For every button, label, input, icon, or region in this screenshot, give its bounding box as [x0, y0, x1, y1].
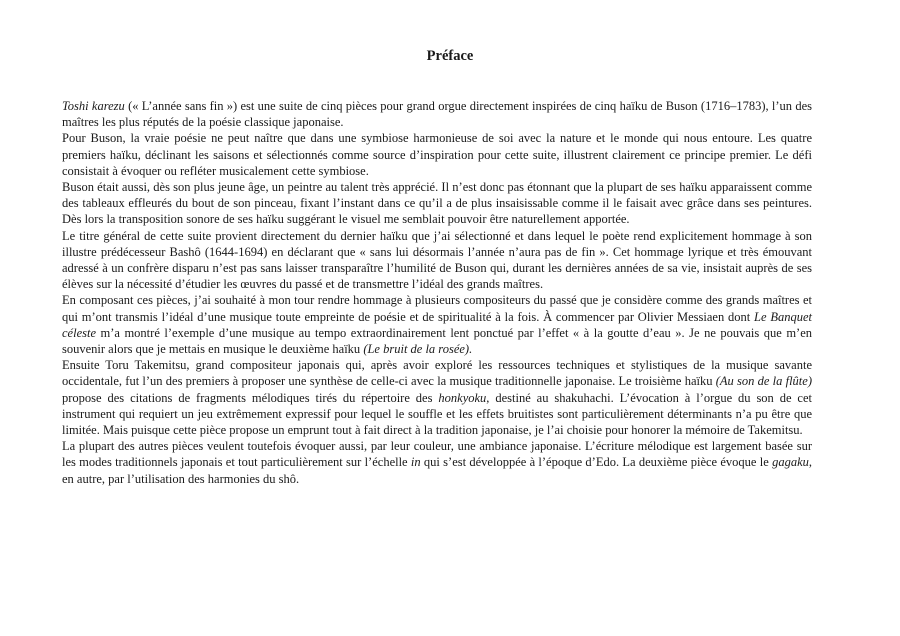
paragraph-6: Ensuite Toru Takemitsu, grand compositeur japonais qui, après avoir exploré les ressources techniques et stylistiques de la musique savante occidentale, fut l’un des premiers à proposer une synthèse de celle-ci avec la musique traditionnelle japonaise. Le troisième haïku (Au son de la flûte) propose des citations de fragments mélodiques tirés du répertoire des honkyoku, destiné au shakuhachi. L’évocation à l’orgue du son de cet instrument qui requiert un jeu extrêmement expressif pour lequel le souffle et les effets bruitistes sont particulièrement déterminants n’a pu être que limitée. Mais puisque cette pièce propose un emprunt tout à fait direct à la tradition japonaise, je l’ai choisie pour honorer la mémoire de Takemitsu.: [62, 358, 812, 438]
paragraph-7: La plupart des autres pièces veulent toutefois évoquer aussi, par leur couleur, une ambiance japonaise. L’écriture mélodique est largement basée sur les modes traditionnels japonais et tout particulièrement sur l’échelle in qui s’est développée à l’époque d’Edo. La deuxième pièce évoque le gagaku, en autre, par l’utilisation des harmonies du shô.: [62, 439, 813, 486]
paragraph-3: Buson était aussi, dès son plus jeune âge, un peintre au talent très apprécié. Il n’est donc pas étonnant que la plupart de ses haïku apparaissent comme des tableaux effleurés du bout de son pinceau, fixant l’instant dans ce qu’il a de plus insaisissable comme il le faisait avec grâce dans ses peintures. Dès lors la transposition sonore de ses haïku suggérant le visuel me semblait pouvoir être naturellement apportée.: [62, 180, 812, 227]
paragraph-1: Toshi karezu (« L’année sans fin ») est une suite de cinq pièces pour grand orgue directement inspirées de cinq haïku de Buson (1716–1783), l’un des maîtres les plus réputés de la poésie classique japonaise.: [62, 99, 812, 130]
document-body: [62, 98, 812, 487]
page-title: Préface: [426, 48, 474, 64]
paragraph-5: En composant ces pièces, j’ai souhaité à mon tour rendre hommage à plusieurs compositeurs du passé que je considère comme des grands maîtres et qui m’ont transmis l’idéal d’une musique toute empreinte de poésie et de spiritualité à la fois. À commencer par Olivier Messiaen dont Le Banquet céleste m’a montré l’exemple d’une musique au tempo extraordinairement lent ponctué par l’effet « à la goutte d’eau ». Je ne pouvais que m’en souvenir alors que je mettais en musique le deuxième haïku (Le bruit de la rosée).: [62, 293, 812, 357]
paragraph-4: Le titre général de cette suite provient directement du dernier haïku que j’ai sélectionné et dans lequel le poète rend explicitement hommage à son illustre prédécesseur Bashô (1644-1694) en déclarant que « sans lui désormais l’année n’aura pas de fin ». Cet hommage lyrique et très émouvant adressé à un confrère disparu n’est pas sans laisser transparaître l’humilité de Buson qui, durant les dernières années de sa vie, insistait auprès de ses élèves sur la nécessité d’étudier les œuvres du passé et de transmettre l’idéal des grands maîtres.: [62, 228, 812, 292]
work-title: Toshi karezu: [62, 99, 125, 113]
paragraph-2: Pour Buson, la vraie poésie ne peut naître que dans une symbiose harmonieuse de soi avec la nature et le monde qui nous entoure. Les quatre premiers haïku, déclinant les saisons et sélectionnés comme source d’inspiration pour cette suite, illustrent clairement ce principe premier. Le défi consistait à évoquer ou refléter musicalement cette symbiose.: [62, 131, 812, 178]
